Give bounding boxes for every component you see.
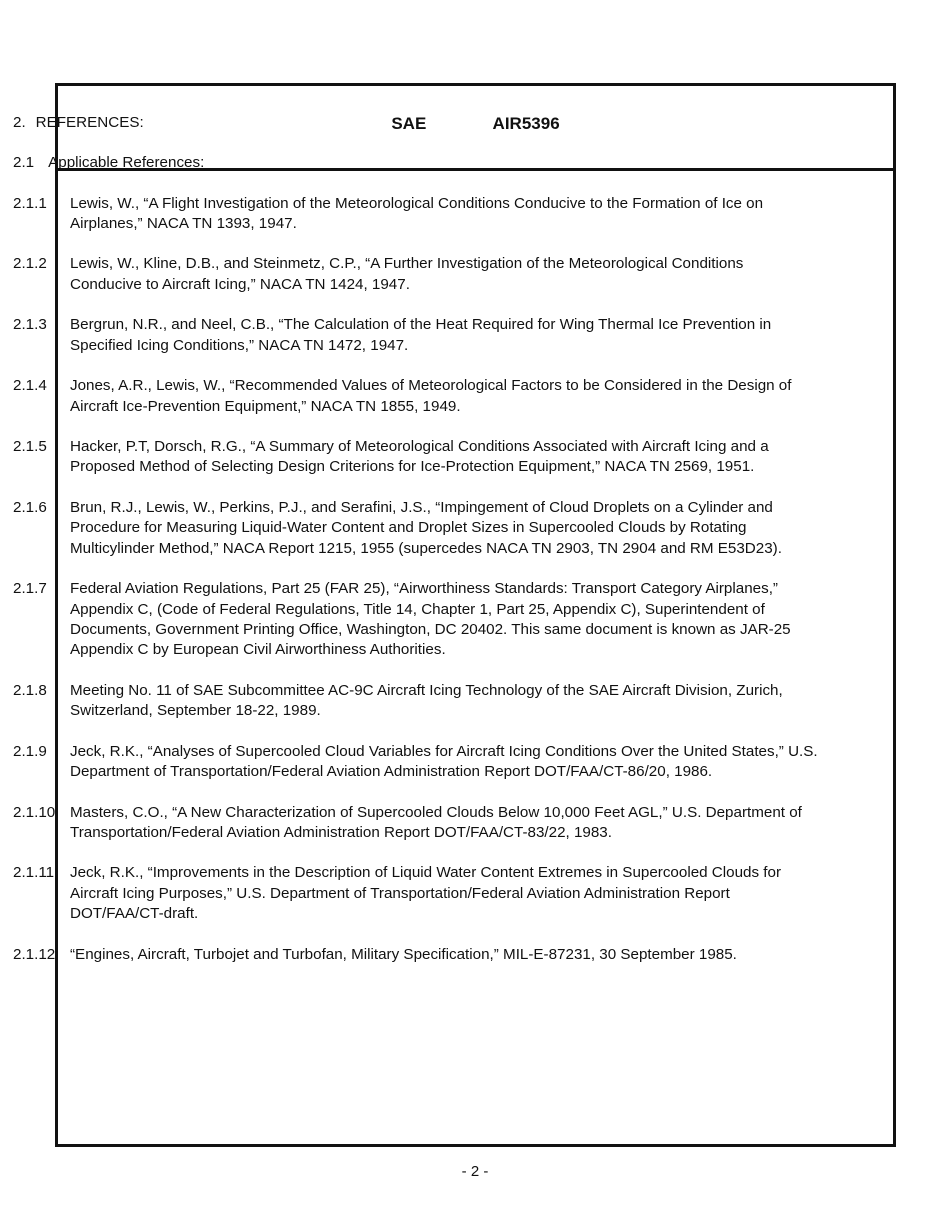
reference-number: 2.1.4 [13,377,47,395]
section-number: 2. [13,114,26,131]
reference-number: 2.1.5 [13,438,47,456]
reference-text: Federal Aviation Regulations, Part 25 (FAR 25), “Airworthiness Standards: Transport Category Airplanes,” Appendix C, (Code of Federal Regulations, Title 14, Chapter 1, Part 25, Appendix C), Superintendent of Documents, Government Printing Office, Washington, DC 20402. This same document is known as JAR-25 Appendix C by European Civil Airworthiness Authorities. [70,580,791,659]
section-title: REFERENCES: [35,114,144,131]
reference-text: Meeting No. 11 of SAE Subcommittee AC-9C Aircraft Icing Technology of the SAE Aircraft Division, Zurich, Switzerland, September 18-22, 1989. [70,681,783,720]
page-number: - 2 - [461,1163,489,1180]
reference-text: Lewis, W., Kline, D.B., and Steinmetz, C.P., “A Further Investigation of the Meteorological Conditions Conducive to Aircraft Icing,” NACA TN 1424, 1947. [70,255,744,293]
reference-item [13,579,818,660]
reference-item [13,437,818,478]
reference-text: Brun, R.J., Lewis, W., Perkins, P.J., and Serafini, J.S., “Impingement of Cloud Droplets on a Cylinder and Procedure for Measuring Liquid-Water Content and Droplet Sizes in Supercooled Clouds by Rotating Multicylinder Method,” NACA Report 1215, 1955 (supercedes NACA TN 2903, TN 2904 and RM E53D23). [70,499,782,557]
reference-item [13,945,818,965]
reference-item [13,376,818,417]
reference-text: Lewis, W., “A Flight Investigation of the Meteorological Conditions Conducive to the Formation of Ice on Airplanes,” NACA TN 1393, 1947. [70,194,764,232]
subsection-heading [13,153,818,173]
reference-number: 2.1.10 [13,803,56,821]
reference-text: Jones, A.R., Lewis, W., “Recommended Values of Meteorological Factors to be Considered in the Design of Aircraft Ice-Prevention Equipment,” NACA TN 1855, 1949. [70,377,792,415]
document-body [13,113,818,985]
reference-number: 2.1.1 [13,194,47,212]
subsection-title: Applicable References: [48,154,205,172]
reference-item [13,863,818,924]
reference-text: Masters, C.O., “A New Characterization of Supercooled Clouds Below 10,000 Feet AGL,” U.S. Department of Transportation/Federal Aviation Administration Report DOT/FAA/CT-83/22, 1983. [70,803,802,841]
reference-number: 2.1.6 [13,499,47,517]
reference-number: 2.1.11 [13,864,55,882]
document-title: SAE AIR5396 [391,114,560,133]
reference-item [13,315,818,356]
reference-item [13,803,818,844]
reference-text: Jeck, R.K., “Analyses of Supercooled Cloud Variables for Aircraft Icing Conditions Over the United States,” U.S. Department of Transportation/Federal Aviation Administration Report DOT/FAA/CT-86/20, 1986. [70,742,818,780]
reference-number: 2.1.8 [13,681,47,699]
reference-text: “Engines, Aircraft, Turbojet and Turbofan, Military Specification,” MIL-E-87231, 30 September 1985. [70,945,737,963]
reference-text: Bergrun, N.R., and Neel, C.B., “The Calculation of the Heat Required for Wing Thermal Ice Prevention in Specified Icing Conditions,” NACA TN 1472, 1947. [70,316,772,354]
subsection-number: 2.1 [13,154,35,172]
reference-number: 2.1.2 [13,255,47,273]
reference-item [13,742,818,783]
reference-number: 2.1.3 [13,316,47,334]
reference-item [13,194,818,235]
reference-text: Hacker, P.T, Dorsch, R.G., “A Summary of Meteorological Conditions Associated with Aircraft Icing and a Proposed Method of Selecting Design Criterions for Ice-Protection Equipment,” NACA TN 2569, 1951. [70,438,769,476]
reference-item [13,681,818,722]
reference-item [13,254,818,295]
reference-text: Jeck, R.K., “Improvements in the Description of Liquid Water Content Extremes in Supercooled Clouds for Aircraft Icing Purposes,” U.S. Department of Transportation/Federal Aviation Administration Report DOT/FAA/CT-draft. [70,864,782,922]
section-heading [13,113,818,133]
reference-item [13,498,818,559]
reference-number: 2.1.7 [13,580,47,598]
reference-number: 2.1.12 [13,945,56,963]
reference-number: 2.1.9 [13,742,47,760]
